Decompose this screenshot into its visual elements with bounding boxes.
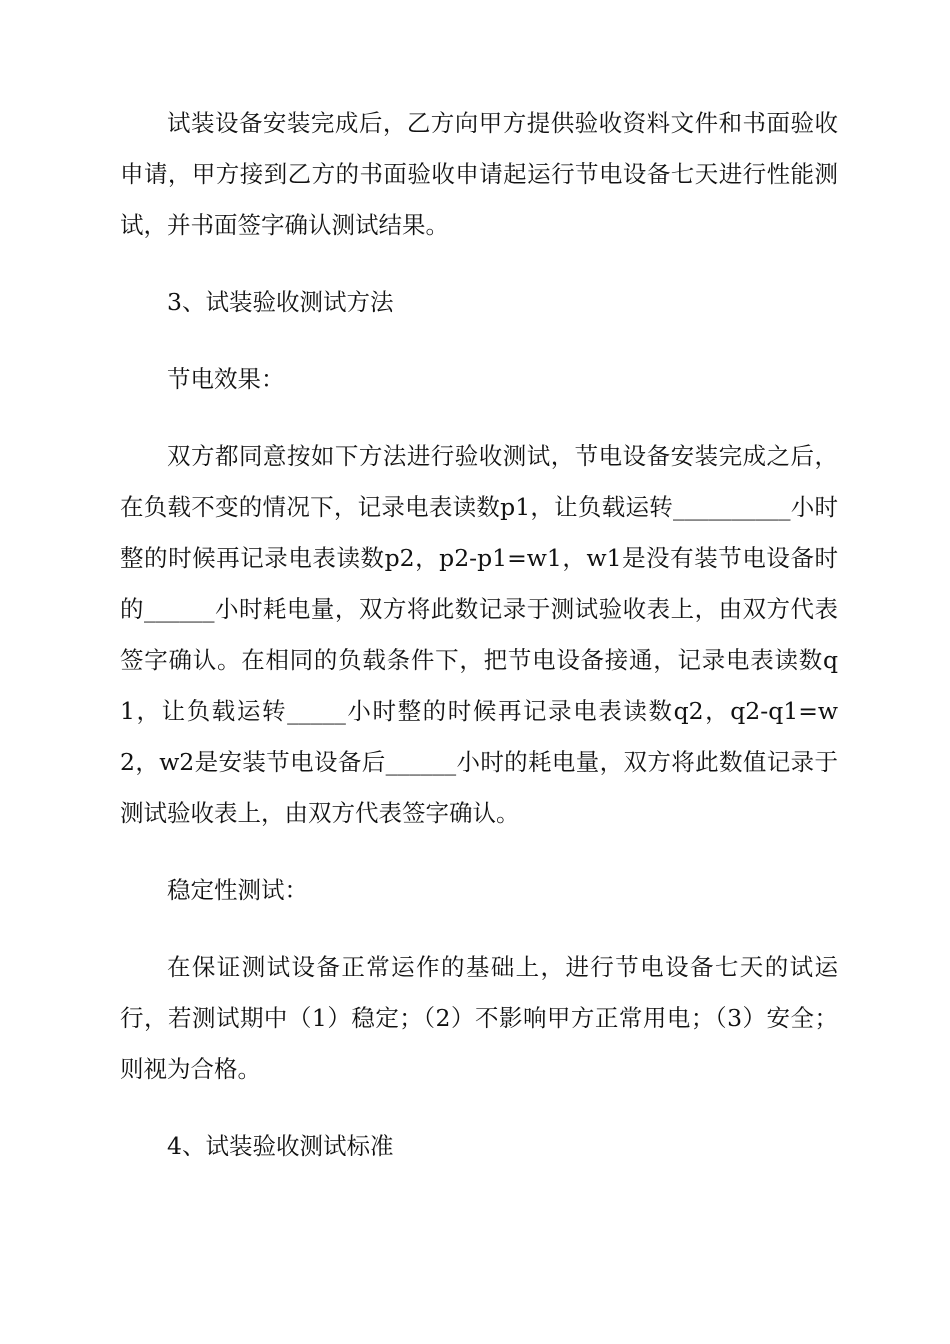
paragraph-energy-saving-test-procedure: 双方都同意按如下方法进行验收测试，节电设备安装完成之后，在负载不变的情况下，记录电表读数p1，让负载运转__________小时整的时候再记录电表读数p2，p2-p1=w1，w1是没有装节电设备时的______小时耗电量，双方将此数记录于测试验收表上，由双方代表签字确认。在相同的负载条件下，把节电设备接通，记录电表读数q1，让负载运转_____小时整的时候再记录电表读数q2，q2-q1=w2，w2是安装节电设备后______小时的耗电量，双方将此数值记录于测试验收表上，由双方代表签字确认。 [120,442,838,827]
subheading-energy-saving-effect: 节电效果： [167,365,285,393]
section-heading-test-standard: 4、试装验收测试标准 [167,1132,394,1160]
paragraph-stability-test-criteria: 在保证测试设备正常运作的基础上，进行节电设备七天的试运行，若测试期中（1）稳定；（2）不影响甲方正常用电；（3）安全；则视为合格。 [120,953,838,1083]
section-heading-test-method: 3、试装验收测试方法 [167,288,394,316]
subheading-stability-test: 稳定性测试： [167,876,308,904]
paragraph-acceptance-application: 试装设备安装完成后，乙方向甲方提供验收资料文件和书面验收申请，甲方接到乙方的书面验收申请起运行节电设备七天进行性能测试，并书面签字确认测试结果。 [120,109,838,239]
